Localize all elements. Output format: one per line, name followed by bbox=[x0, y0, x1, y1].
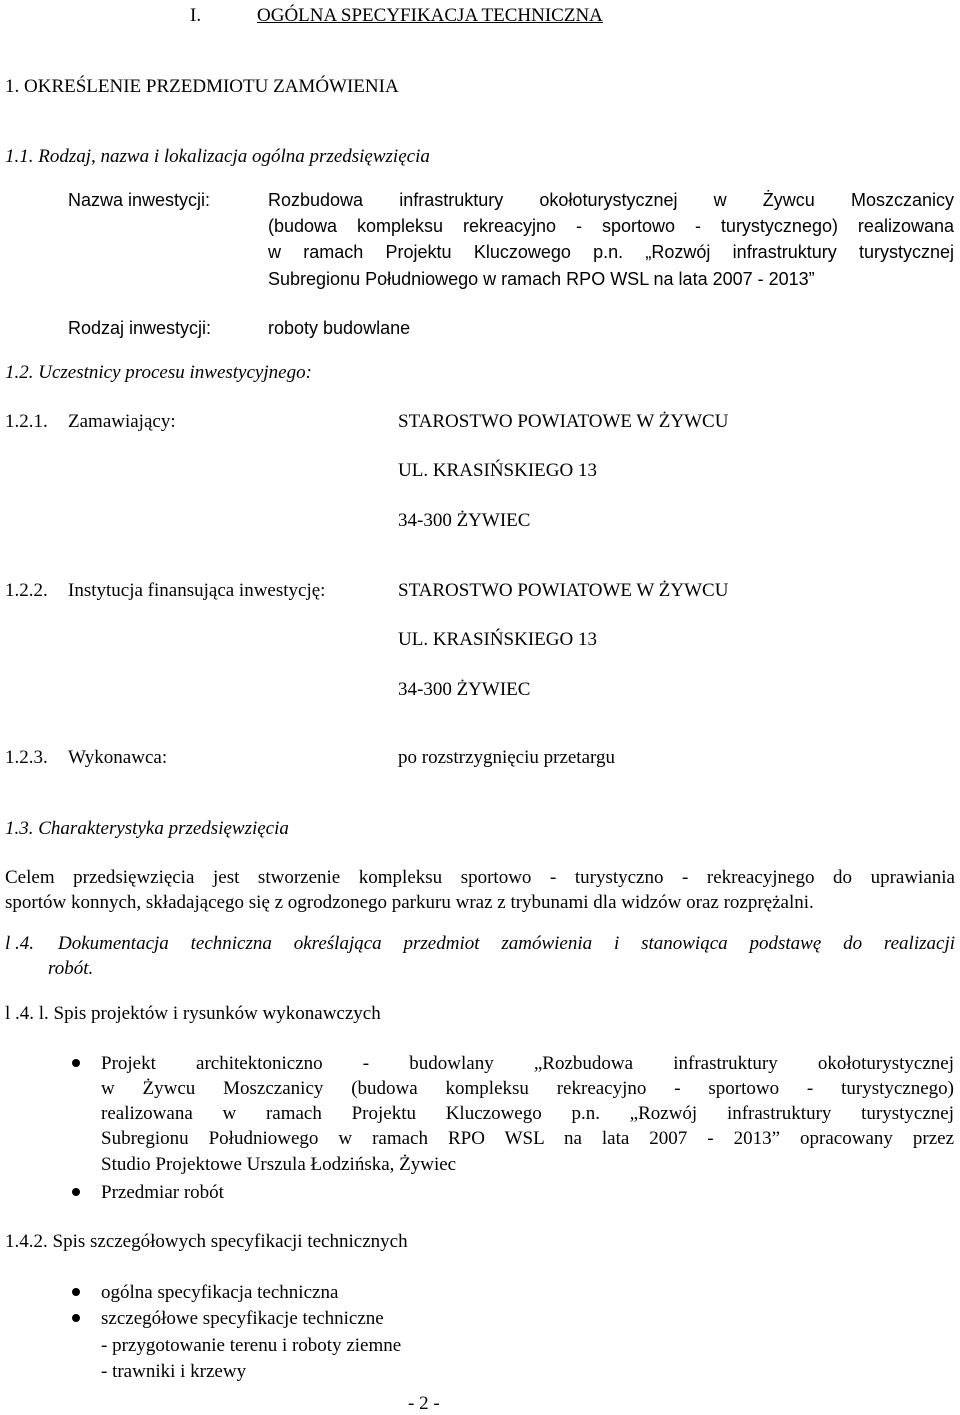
charakterystyka-line-2: sportów konnych, składającego się z ogrodzonego parkuru wraz z trybunami dla widzów oraz rozprężalni. bbox=[5, 892, 814, 913]
heading-1-2: 1.2. Uczestnicy procesu inwestycyjnego: bbox=[5, 362, 312, 383]
rodzaj-inwestycji-label: Rodzaj inwestycji: bbox=[68, 318, 212, 338]
zamawiajacy-name: STAROSTWO POWIATOWE W ŻYWCU bbox=[398, 411, 729, 432]
heading-1-4-2: 1.4.2. Spis szczegółowych specyfikacji technicznych bbox=[5, 1231, 408, 1252]
finansujaca-number: 1.2.2. bbox=[5, 580, 48, 601]
heading-1-4-line-1: Dokumentacja techniczna określająca przedmiot zamówienia i stanowiąca podstawę do realizacji bbox=[58, 933, 955, 954]
zamawiajacy-city: 34-300 ŻYWIEC bbox=[398, 510, 531, 531]
nazwa-line-2: (budowa kompleksu rekreacyjno - sportowo - turystycznego) realizowana bbox=[268, 216, 954, 236]
heading-1-1: 1.1. Rodzaj, nazwa i lokalizacja ogólna przedsięwzięcia bbox=[5, 146, 430, 167]
charakterystyka-line-1: Celem przedsięwzięcia jest stworzenie kompleksu sportowo - turystyczno - rekreacyjnego do uprawiania bbox=[5, 867, 955, 888]
list-item: szczegółowe specyfikacje techniczne bbox=[101, 1308, 384, 1329]
projekt-line-3: realizowana w ramach Projektu Kluczowego p.n. „Rozwój infrastruktury turystycznej bbox=[101, 1103, 954, 1124]
chapter-title: 1. OKREŚLENIE PRZEDMIOTU ZAMÓWIENIA bbox=[5, 76, 399, 97]
projekt-line-4: Subregionu Południowego w ramach RPO WSL na lata 2007 - 2013” opracowany przez bbox=[101, 1128, 954, 1149]
rodzaj-inwestycji-value: roboty budowlane bbox=[268, 318, 411, 338]
zamawiajacy-label: Zamawiający: bbox=[68, 411, 176, 432]
list-item: ogólna specyfikacja techniczna bbox=[101, 1282, 339, 1303]
bullet-dot bbox=[72, 1288, 80, 1296]
bullet-dot bbox=[72, 1188, 80, 1196]
heading-1-4-1: l .4. l. Spis projektów i rysunków wykonawczych bbox=[5, 1003, 381, 1024]
section-number: I. bbox=[190, 5, 202, 26]
heading-1-4-line-2: robót. bbox=[48, 958, 94, 979]
nazwa-line-4: Subregionu Południowego w ramach RPO WSL na lata 2007 - 2013” bbox=[268, 269, 815, 289]
finansujaca-label: Instytucja finansująca inwestycję: bbox=[68, 580, 326, 601]
heading-1-3: 1.3. Charakterystyka przedsięwzięcia bbox=[5, 818, 289, 839]
zamawiajacy-number: 1.2.1. bbox=[5, 411, 48, 432]
wykonawca-number: 1.2.3. bbox=[5, 747, 48, 768]
zamawiajacy-street: UL. KRASIŃSKIEGO 13 bbox=[398, 460, 597, 481]
finansujaca-street: UL. KRASIŃSKIEGO 13 bbox=[398, 629, 597, 650]
nazwa-inwestycji-label: Nazwa inwestycji: bbox=[68, 190, 211, 210]
wykonawca-label: Wykonawca: bbox=[68, 747, 168, 768]
finansujaca-name: STAROSTWO POWIATOWE W ŻYWCU bbox=[398, 580, 729, 601]
section-title: OGÓLNA SPECYFIKACJA TECHNICZNA bbox=[257, 5, 603, 26]
projekt-line-5: Studio Projektowe Urszula Łodzińska, Żywiec bbox=[101, 1154, 457, 1175]
projekt-line-1: Projekt architektoniczno - budowlany „Rozbudowa infrastruktury okołoturystycznej bbox=[101, 1053, 954, 1074]
przedmiar-robot: Przedmiar robót bbox=[101, 1182, 224, 1203]
dash-item: - trawniki i krzewy bbox=[101, 1361, 247, 1382]
page-number: - 2 - bbox=[408, 1393, 440, 1414]
nazwa-line-1: Rozbudowa infrastruktury okołoturystycznej w Żywcu Moszczanicy bbox=[268, 190, 954, 210]
nazwa-line-3: w ramach Projektu Kluczowego p.n. „Rozwój infrastruktury turystycznej bbox=[268, 242, 954, 262]
wykonawca-value: po rozstrzygnięciu przetargu bbox=[398, 747, 616, 768]
bullet-dot bbox=[72, 1314, 80, 1322]
heading-1-4-number: l .4. bbox=[5, 933, 35, 954]
bullet-dot bbox=[72, 1059, 80, 1067]
finansujaca-city: 34-300 ŻYWIEC bbox=[398, 679, 531, 700]
projekt-line-2: w Żywcu Moszczanicy (budowa kompleksu rekreacyjno - sportowo - turystycznego) bbox=[101, 1078, 954, 1099]
dash-item: - przygotowanie terenu i roboty ziemne bbox=[101, 1335, 402, 1356]
